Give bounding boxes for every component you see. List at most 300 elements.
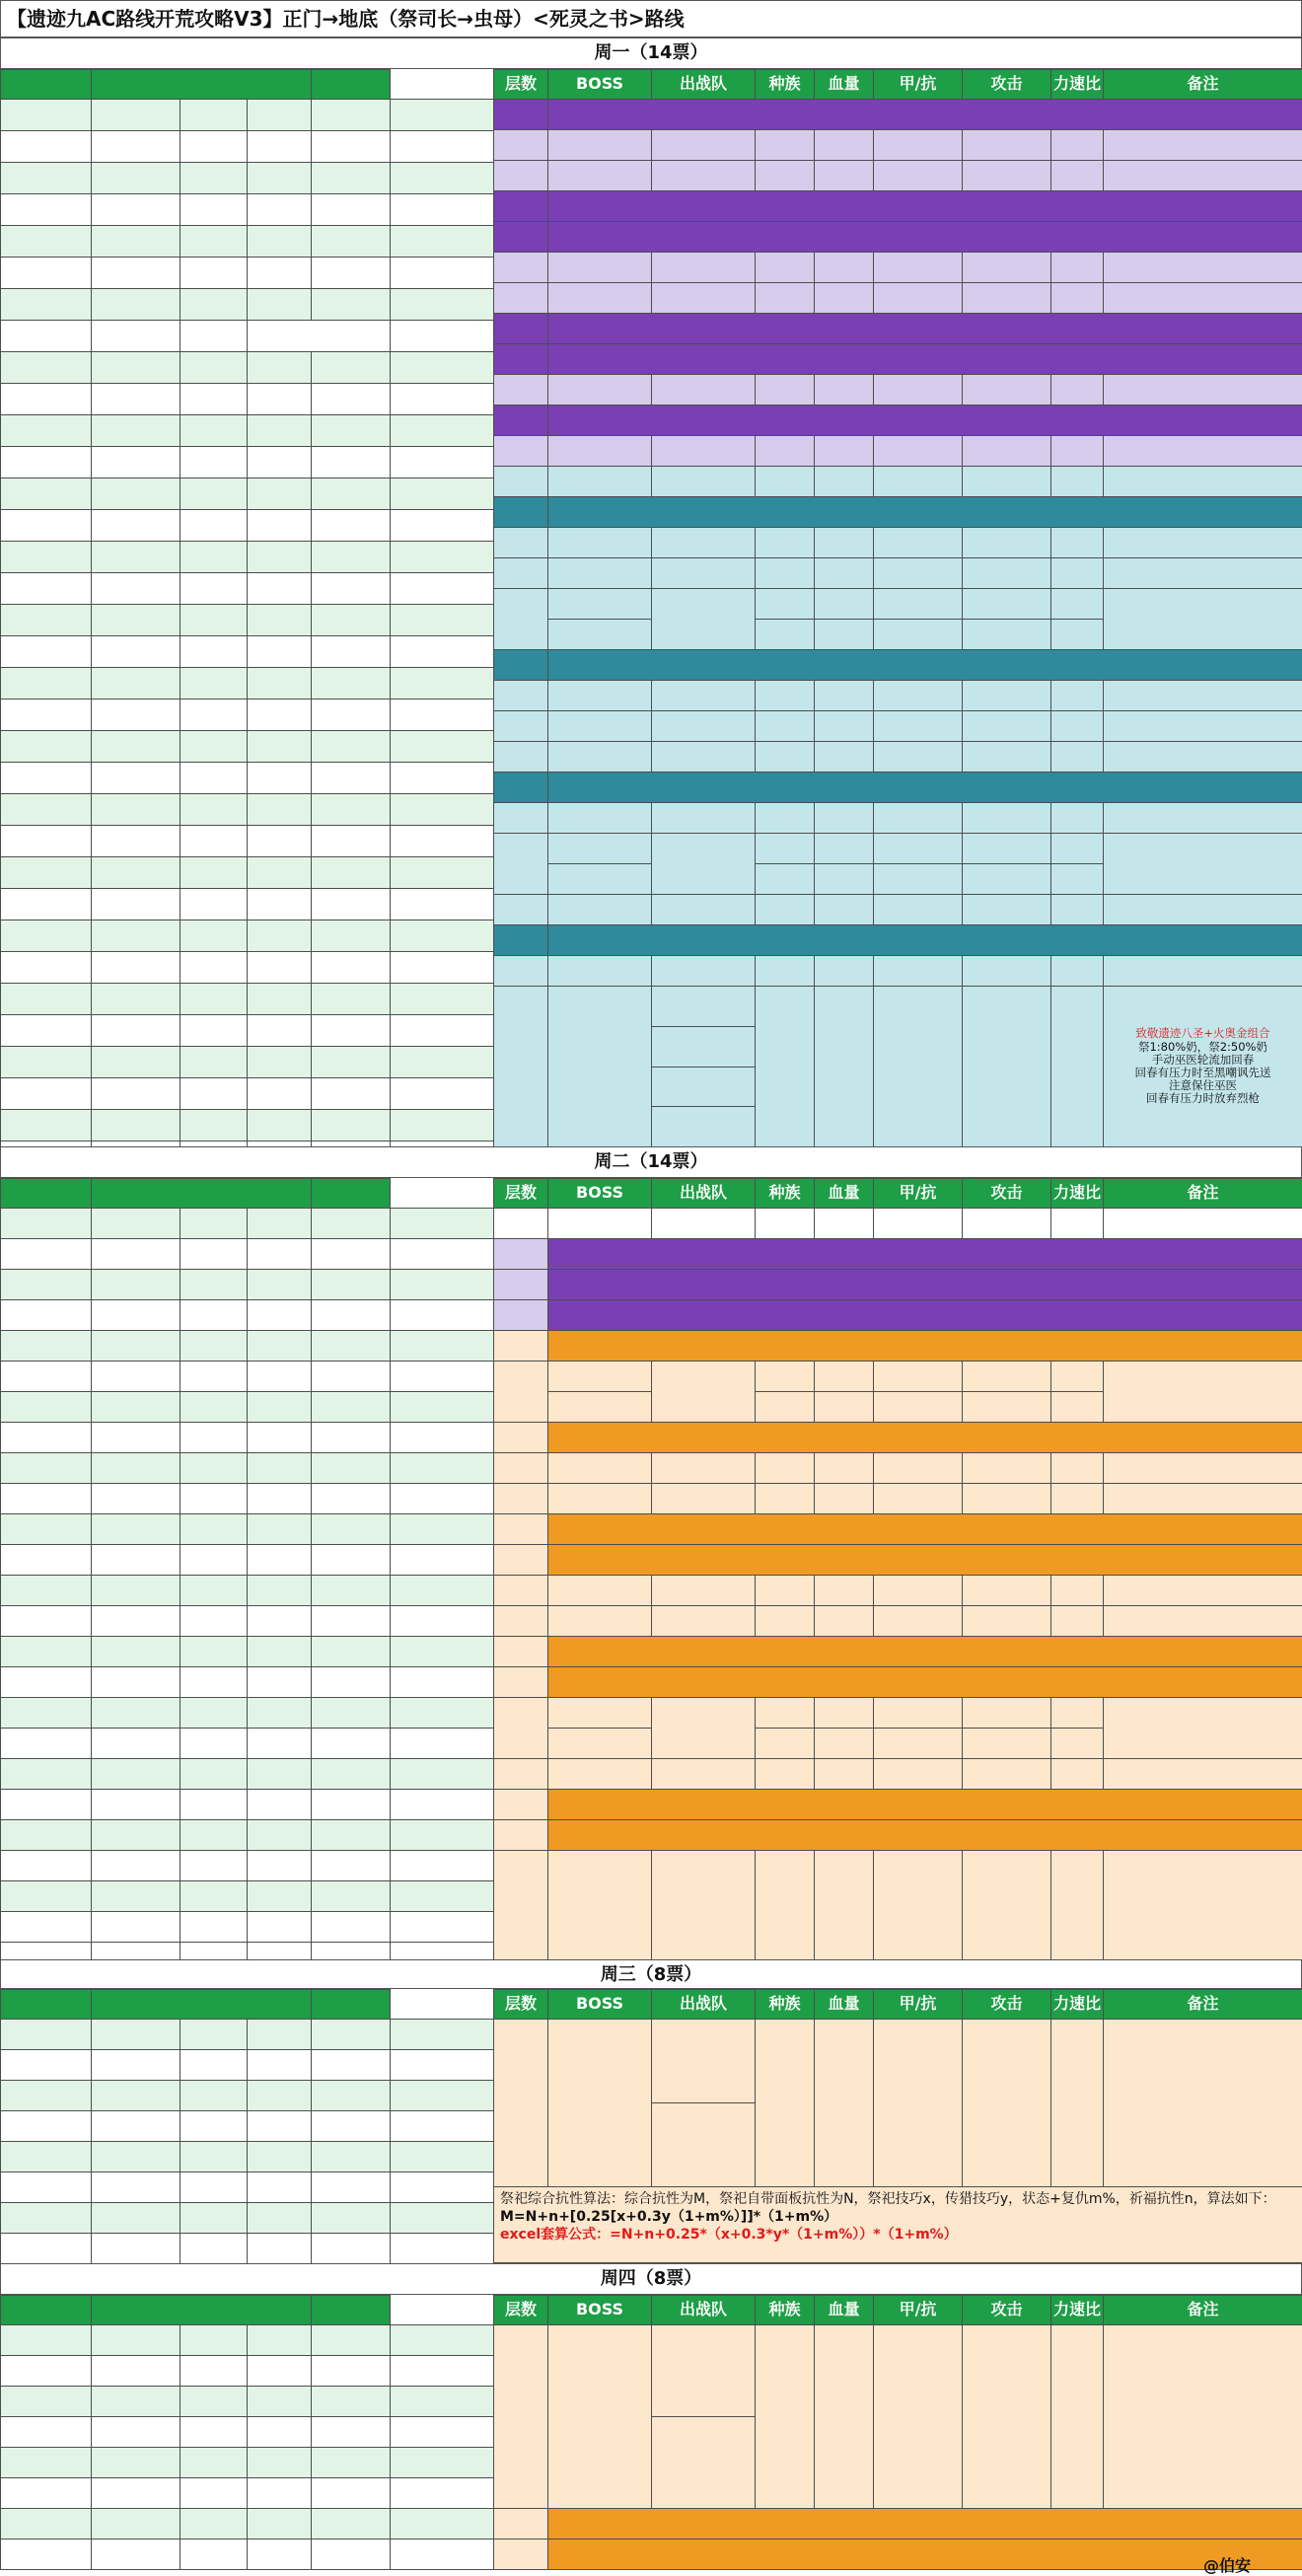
- header-col: 攻击: [962, 2295, 1051, 2325]
- empty-cell: [91, 920, 181, 952]
- ratio-cell: [1050, 252, 1104, 283]
- empty-cell: [180, 951, 248, 984]
- armor-resist-cell: [873, 557, 963, 589]
- day-title-wed: 周三（8票）: [0, 1959, 1302, 1989]
- role-cell: [0, 509, 92, 542]
- loot-cell: [390, 1299, 494, 1331]
- accessory-cell: [311, 1544, 391, 1576]
- loot-cell: [390, 1361, 494, 1392]
- hp-cell: [814, 894, 874, 925]
- empty-cell: [180, 1109, 248, 1141]
- weapon-cell: [91, 2080, 181, 2111]
- empty-cell: [180, 888, 248, 920]
- loot-cell: [390, 2233, 494, 2264]
- weapon-cell: [91, 225, 181, 258]
- attack-cell: [962, 1697, 1051, 1729]
- band-cell: [547, 1513, 1302, 1545]
- loot-cell: [390, 320, 494, 352]
- header-role: [0, 1989, 92, 2020]
- empty-cell: [0, 1758, 92, 1790]
- race-cell: [755, 1728, 815, 1759]
- role-cell: [0, 1544, 92, 1576]
- empty-cell: [91, 951, 181, 984]
- attack-cell: [962, 1758, 1051, 1790]
- empty-cell: [180, 1850, 248, 1881]
- team-cell: [651, 160, 756, 191]
- empty-cell: [0, 1014, 92, 1047]
- hp-cell: [814, 955, 874, 987]
- empty-cell: [390, 541, 494, 573]
- band-cell: [547, 1819, 1302, 1851]
- floor-cell: [493, 772, 548, 803]
- empty-cell: [390, 1046, 494, 1078]
- empty-cell: [0, 541, 92, 573]
- empty-cell: [0, 699, 92, 731]
- weapon-cell: [91, 414, 181, 447]
- armor-cell: [180, 2202, 248, 2234]
- race-cell: [755, 374, 815, 405]
- accessory-cell: [311, 1238, 391, 1270]
- attack-cell: [962, 1361, 1051, 1392]
- floor-cell: [493, 1789, 548, 1820]
- attack-cell: [962, 619, 1051, 650]
- ratio-cell: [1050, 282, 1104, 314]
- loot-cell: [390, 2110, 494, 2142]
- armor-cell: [180, 2141, 248, 2172]
- empty-cell: [311, 762, 391, 794]
- weapon-cell: [91, 2049, 181, 2081]
- empty-cell: [91, 1728, 181, 1759]
- armor-resist-cell: [873, 710, 963, 742]
- accessory-cell: [247, 478, 312, 510]
- role-cell: [0, 2049, 92, 2081]
- band-cell: [547, 343, 1302, 375]
- empty-cell: [180, 983, 248, 1015]
- accessory-cell: [247, 1208, 312, 1239]
- accessory-cell: [247, 1513, 312, 1545]
- boss-cell: [547, 1391, 652, 1423]
- empty-cell: [0, 1697, 92, 1729]
- empty-cell: [0, 1789, 92, 1820]
- floor-cell: [493, 2508, 548, 2539]
- header-col: BOSS: [547, 2295, 652, 2325]
- empty-cell: [390, 699, 494, 731]
- boss-cell: [547, 252, 652, 283]
- team-cell: [651, 466, 756, 497]
- loot-cell: [390, 2080, 494, 2111]
- ratio-cell: [1050, 1728, 1104, 1759]
- accessory-cell: [247, 1422, 312, 1453]
- floor-cell: [493, 1483, 548, 1514]
- note-cell: [1103, 1697, 1302, 1759]
- page-title: 【遗迹九AC路线开荒攻略V3】正门→地底（祭司长→虫母）<死灵之书>路线: [0, 0, 1302, 37]
- race-cell: [755, 129, 815, 161]
- loot-cell: [390, 2324, 494, 2356]
- weapon-cell: [91, 288, 181, 321]
- weapon-cell: [91, 320, 181, 352]
- race-cell: [755, 435, 815, 467]
- boss-cell: [547, 680, 652, 711]
- floor-cell: [493, 129, 548, 161]
- floor-cell: [493, 435, 548, 467]
- ratio-cell: [1050, 619, 1104, 650]
- armor-cell: [180, 414, 248, 447]
- header-col: 出战队: [651, 69, 756, 100]
- floor-cell: [493, 1452, 548, 1484]
- armor-cell: [180, 2355, 248, 2387]
- floor-cell: [493, 557, 548, 589]
- ratio-cell: [1050, 435, 1104, 467]
- floor-cell: [493, 1513, 548, 1545]
- accessory-cell: [311, 2477, 391, 2509]
- accessory-cell: [311, 2233, 391, 2264]
- header-col: 力速比: [1050, 69, 1104, 100]
- race-cell: [755, 833, 815, 864]
- empty-cell: [0, 1850, 92, 1881]
- race-cell: [755, 557, 815, 589]
- role-cell: [0, 288, 92, 321]
- weapon-cell: [91, 1208, 181, 1239]
- armor-resist-cell: [873, 833, 963, 864]
- empty-cell: [180, 762, 248, 794]
- header-loot: [311, 1178, 391, 1209]
- ratio-cell: [1050, 588, 1104, 620]
- empty-cell: [0, 667, 92, 699]
- empty-cell: [311, 1636, 391, 1667]
- ratio-cell: [1050, 1758, 1104, 1790]
- attack-cell: [962, 1391, 1051, 1423]
- header-col: 甲/抗: [873, 1989, 963, 2020]
- floor-cell: [493, 1544, 548, 1576]
- ratio-cell: [1050, 374, 1104, 405]
- floor-cell: [493, 2019, 548, 2187]
- race-cell: [755, 894, 815, 925]
- note-cell: [1103, 1605, 1302, 1637]
- floor-cell: [493, 1850, 548, 1960]
- attack-cell: [962, 252, 1051, 283]
- boss-cell: [547, 374, 652, 405]
- day-title-tue: 周二（14票）: [0, 1146, 1302, 1178]
- note-cell: [1103, 1452, 1302, 1484]
- race-cell: [755, 1605, 815, 1637]
- armor-resist-cell: [873, 1361, 963, 1392]
- boss-cell: [547, 1605, 652, 1637]
- boss-cell: [547, 802, 652, 834]
- floor-cell: [493, 680, 548, 711]
- weapon-cell: [91, 1483, 181, 1514]
- loot-cell: [390, 2386, 494, 2417]
- accessory-cell: [311, 2447, 391, 2478]
- header-col: 力速比: [1050, 1989, 1104, 2020]
- boss-cell: [547, 1758, 652, 1790]
- empty-cell: [0, 825, 92, 857]
- empty-cell: [311, 983, 391, 1015]
- empty-cell: [311, 856, 391, 889]
- empty-cell: [180, 604, 248, 636]
- team-cell: [651, 802, 756, 834]
- accessory-cell: [311, 1605, 391, 1637]
- hp-cell: [814, 1452, 874, 1484]
- armor-cell: [180, 1391, 248, 1423]
- empty-cell: [91, 699, 181, 731]
- armor-cell: [180, 288, 248, 321]
- armor-resist-cell: [873, 2019, 963, 2187]
- boss-cell: [547, 1850, 652, 1960]
- floor-cell: [493, 1299, 548, 1331]
- empty-cell: [0, 1819, 92, 1851]
- attack-cell: [962, 802, 1051, 834]
- race-cell: [755, 1391, 815, 1423]
- role-cell: [0, 351, 92, 384]
- band-cell: [547, 772, 1302, 803]
- attack-cell: [962, 1605, 1051, 1637]
- empty-cell: [390, 888, 494, 920]
- boss-cell: [547, 1208, 652, 1239]
- note-line: 回春有压力时放弃烈枪: [1146, 1091, 1260, 1106]
- empty-cell: [390, 604, 494, 636]
- team-cell: [651, 1026, 756, 1067]
- band-cell: [547, 1269, 1302, 1300]
- ratio-cell: [1050, 680, 1104, 711]
- boss-cell: [547, 466, 652, 497]
- hp-cell: [814, 557, 874, 589]
- armor-resist-cell: [873, 1697, 963, 1729]
- weapon-cell: [91, 1238, 181, 1270]
- boss-cell: [547, 588, 652, 620]
- band-cell: [547, 1422, 1302, 1453]
- empty-cell: [311, 1819, 391, 1851]
- attack-cell: [962, 588, 1051, 620]
- empty-cell: [0, 856, 92, 889]
- attack-cell: [962, 466, 1051, 497]
- empty-cell: [390, 983, 494, 1015]
- weapon-cell: [91, 2477, 181, 2509]
- ratio-cell: [1050, 2019, 1104, 2187]
- empty-cell: [311, 541, 391, 573]
- loot-cell: [390, 414, 494, 447]
- band-cell: [547, 221, 1302, 253]
- boss-cell: [547, 1483, 652, 1514]
- note-cell: [1103, 2019, 1302, 2187]
- armor-cell: [180, 478, 248, 510]
- empty-cell: [247, 1911, 312, 1943]
- armor-resist-cell: [873, 1605, 963, 1637]
- weapon-cell: [91, 2110, 181, 2142]
- empty-cell: [0, 1942, 92, 1960]
- header-col: 层数: [493, 69, 548, 100]
- empty-cell: [180, 920, 248, 952]
- floor-cell: [493, 955, 548, 987]
- role-cell: [0, 478, 92, 510]
- empty-cell: [91, 1942, 181, 1960]
- floor-cell: [493, 833, 548, 895]
- weapon-cell: [91, 2171, 181, 2203]
- note-cell: [1103, 833, 1302, 895]
- header-col: 备注: [1103, 2295, 1302, 2325]
- floor-cell: [493, 1819, 548, 1851]
- note-cell: [1103, 129, 1302, 161]
- accessory-cell: [247, 2049, 312, 2081]
- band-cell: [547, 649, 1302, 681]
- empty-cell: [91, 730, 181, 763]
- floor-cell: [493, 313, 548, 344]
- empty-cell: [247, 1109, 312, 1141]
- weapon-cell: [91, 2202, 181, 2234]
- empty-cell: [311, 1666, 391, 1698]
- race-cell: [755, 619, 815, 650]
- accessory-cell: [311, 2080, 391, 2111]
- empty-cell: [91, 541, 181, 573]
- accessory-cell: [311, 288, 391, 321]
- empty-cell: [247, 572, 312, 605]
- empty-cell: [247, 1046, 312, 1078]
- role-cell: [0, 2508, 92, 2539]
- accessory-cell: [311, 478, 391, 510]
- note-cell: [1103, 680, 1302, 711]
- hp-cell: [814, 986, 874, 1147]
- floor-cell: [493, 343, 548, 375]
- empty-cell: [311, 572, 391, 605]
- empty-cell: [311, 1850, 391, 1881]
- header-gear: [91, 1178, 312, 1209]
- accessory-cell: [311, 2019, 391, 2050]
- weapon-cell: [91, 1452, 181, 1484]
- armor-resist-cell: [873, 1483, 963, 1514]
- empty-cell: [180, 1942, 248, 1960]
- floor-cell: [493, 802, 548, 834]
- role-cell: [0, 2447, 92, 2478]
- empty-cell: [390, 1758, 494, 1790]
- empty-cell: [0, 1046, 92, 1078]
- note-cell: [1103, 894, 1302, 925]
- hp-cell: [814, 863, 874, 895]
- armor-cell: [180, 130, 248, 163]
- band-cell: [547, 1238, 1302, 1270]
- header-col: 种族: [755, 69, 815, 100]
- armor-resist-cell: [873, 1452, 963, 1484]
- band-cell: [547, 313, 1302, 344]
- empty-cell: [247, 1014, 312, 1047]
- empty-cell: [390, 1077, 494, 1110]
- empty-cell: [247, 983, 312, 1015]
- armor-resist-cell: [873, 802, 963, 834]
- empty-cell: [91, 825, 181, 857]
- attack-cell: [962, 1728, 1051, 1759]
- header-col: BOSS: [547, 1989, 652, 2020]
- race-cell: [755, 680, 815, 711]
- loot-cell: [390, 351, 494, 384]
- armor-cell: [180, 2477, 248, 2509]
- race-cell: [755, 741, 815, 773]
- note-cell: [1103, 710, 1302, 742]
- accessory-cell: [311, 225, 391, 258]
- formula-line: 祭祀综合抗性算法：综合抗性为M，祭祀自带面板抗性为N，祭祀技巧x，传猎技巧y，状态+复仇m%，祈福抗性n，算法如下：: [500, 2191, 1276, 2207]
- loot-cell: [390, 478, 494, 510]
- empty-cell: [390, 1880, 494, 1912]
- loot-cell: [390, 193, 494, 226]
- loot-cell: [390, 383, 494, 415]
- accessory-cell: [311, 2141, 391, 2172]
- loot-cell: [390, 1452, 494, 1484]
- weapon-cell: [91, 2233, 181, 2264]
- empty-cell: [0, 888, 92, 920]
- empty-cell: [390, 793, 494, 826]
- empty-cell: [390, 1819, 494, 1851]
- team-cell: [651, 1850, 756, 1960]
- armor-resist-cell: [873, 1758, 963, 1790]
- empty-cell: [247, 1728, 312, 1759]
- weapon-cell: [91, 2324, 181, 2356]
- attack-cell: [962, 1483, 1051, 1514]
- armor-cell: [180, 383, 248, 415]
- ratio-cell: [1050, 557, 1104, 589]
- loot-cell: [390, 1391, 494, 1423]
- empty-cell: [0, 1109, 92, 1141]
- race-cell: [755, 2019, 815, 2187]
- attack-cell: [962, 129, 1051, 161]
- loot-cell: [390, 1238, 494, 1270]
- floor-cell: [493, 588, 548, 650]
- armor-resist-cell: [873, 282, 963, 314]
- armor-cell: [180, 1330, 248, 1362]
- hp-cell: [814, 2324, 874, 2509]
- loot-cell: [390, 1605, 494, 1637]
- empty-cell: [247, 1666, 312, 1698]
- accessory-cell: [311, 2324, 391, 2356]
- note-cell: [1103, 1850, 1302, 1960]
- empty-cell: [311, 730, 391, 763]
- floor-cell: [493, 649, 548, 681]
- race-cell: [755, 1483, 815, 1514]
- header-gear: [91, 1989, 312, 2020]
- armor-resist-cell: [873, 680, 963, 711]
- race-cell: [755, 1850, 815, 1960]
- note-cell: [1103, 955, 1302, 987]
- empty-cell: [311, 635, 391, 668]
- ratio-cell: [1050, 986, 1104, 1147]
- ratio-cell: [1050, 1361, 1104, 1392]
- accessory-cell: [311, 162, 391, 194]
- race-cell: [755, 252, 815, 283]
- note-cell: [1103, 1361, 1302, 1423]
- armor-cell: [180, 257, 248, 289]
- note-cell: [1103, 1758, 1302, 1790]
- empty-cell: [180, 793, 248, 826]
- team-cell: [651, 2324, 756, 2417]
- header-col: 甲/抗: [873, 1178, 963, 1209]
- empty-cell: [0, 983, 92, 1015]
- empty-cell: [0, 1911, 92, 1943]
- empty-cell: [247, 1819, 312, 1851]
- armor-resist-cell: [873, 160, 963, 191]
- armor-resist-cell: [873, 1208, 963, 1239]
- armor-resist-cell: [873, 955, 963, 987]
- loot-cell: [390, 2202, 494, 2234]
- empty-cell: [247, 825, 312, 857]
- empty-cell: [390, 730, 494, 763]
- weapon-cell: [91, 351, 181, 384]
- day-title-mon: 周一（14票）: [0, 37, 1302, 69]
- weapon-cell: [91, 2141, 181, 2172]
- empty-cell: [247, 730, 312, 763]
- armor-cell: [180, 1238, 248, 1270]
- weapon-cell: [91, 130, 181, 163]
- empty-cell: [247, 793, 312, 826]
- boss-note: [1103, 986, 1302, 1147]
- header-col: 备注: [1103, 69, 1302, 100]
- loot-cell: [390, 99, 494, 131]
- empty-cell: [91, 1109, 181, 1141]
